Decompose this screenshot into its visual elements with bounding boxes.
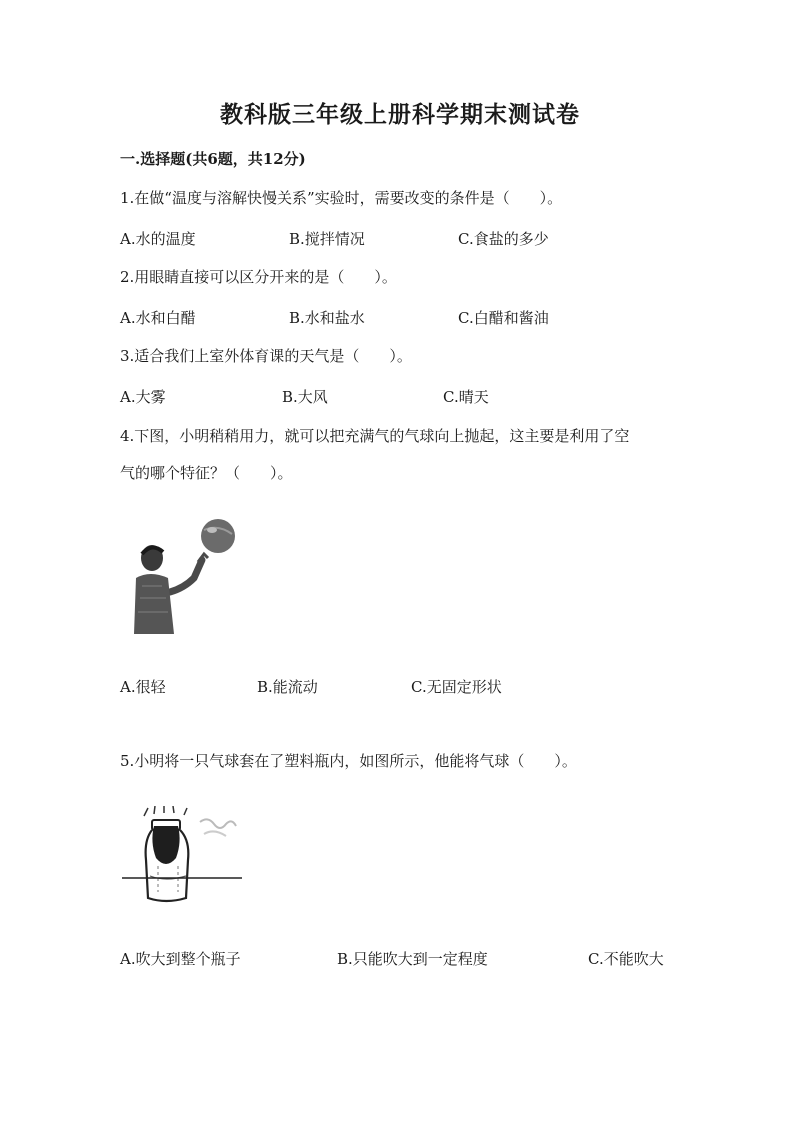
question-5-option-a[interactable]: A.吹大到整个瓶子 <box>120 950 241 968</box>
balloon-in-bottle-figure <box>122 806 242 908</box>
boy-tossing-ball-figure <box>132 516 244 634</box>
question-5-stem: 5.小明将一只气球套在了塑料瓶内，如图所示，他能将气球（ ）。 <box>120 752 577 770</box>
question-3-option-a[interactable]: A.大雾 <box>120 388 166 406</box>
question-1-option-a[interactable]: A.水的温度 <box>120 230 196 248</box>
question-4-stem-line-1: 4.下图，小明稍稍用力，就可以把充满气的气球向上抛起，这主要是利用了空 <box>120 427 630 445</box>
page-title: 教科版三年级上册科学期末测试卷 <box>220 101 580 128</box>
question-1-stem: 1.在做“温度与溶解快慢关系”实验时，需要改变的条件是（ ）。 <box>120 189 563 207</box>
boy-body-shape <box>134 574 174 634</box>
question-2-stem: 2.用眼睛直接可以区分开来的是（ ）。 <box>120 268 397 286</box>
section-heading: 一.选择题(共6题，共12分) <box>120 150 306 168</box>
question-3-option-c[interactable]: C.晴天 <box>443 388 489 406</box>
question-2-option-b[interactable]: B.水和盐水 <box>289 309 365 327</box>
question-3-stem: 3.适合我们上室外体育课的天气是（ ）。 <box>120 347 412 365</box>
question-4-option-a[interactable]: A.很轻 <box>120 678 166 696</box>
ball-shape <box>201 519 235 553</box>
question-1-option-b[interactable]: B.搅拌情况 <box>289 230 365 248</box>
question-4-option-b[interactable]: B.能流动 <box>257 678 318 696</box>
question-1-option-c[interactable]: C.食盐的多少 <box>458 230 549 248</box>
question-2-option-a[interactable]: A.水和白醋 <box>120 309 196 327</box>
question-4-stem-line-2: 气的哪个特征？（ ）。 <box>120 464 293 482</box>
question-5-option-b[interactable]: B.只能吹大到一定程度 <box>337 950 488 968</box>
question-2-option-c[interactable]: C.白醋和酱油 <box>458 309 549 327</box>
balloon-shape <box>152 826 179 864</box>
question-3-option-b[interactable]: B.大风 <box>282 388 328 406</box>
question-4-option-c[interactable]: C.无固定形状 <box>411 678 502 696</box>
question-5-option-c[interactable]: C.不能吹大 <box>588 950 664 968</box>
